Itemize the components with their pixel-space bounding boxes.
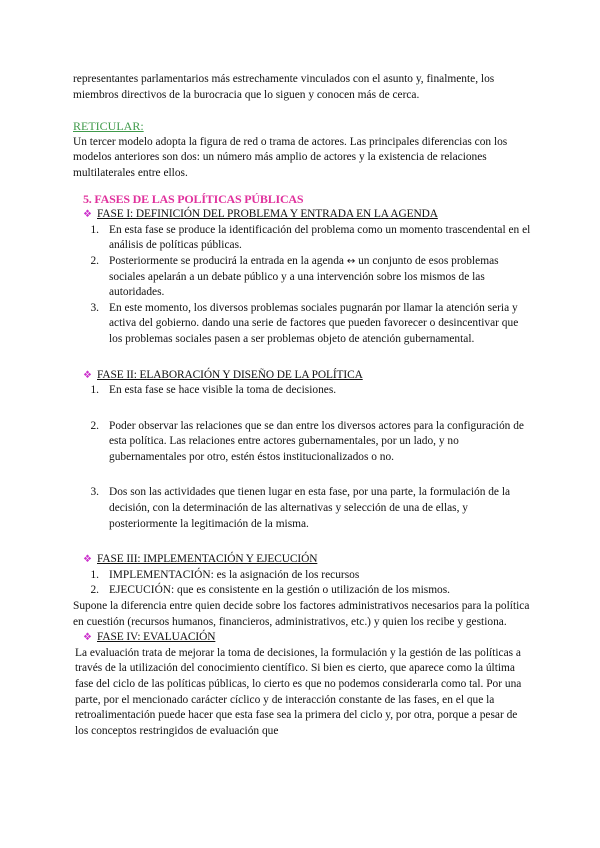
list-item-text: [109, 254, 533, 301]
diamond-bullet-icon: ❖: [83, 209, 92, 221]
list-item-text: En este momento, los diversos problemas sociales pugnarán por llamar la atención seria y activa del gobierno. dando una serie de factores que pueden favorecer o desincentivar que los problemas sociales pasen a ser problemas objeto de atención gubernamental.: [109, 301, 519, 345]
list-number: 2.: [90, 584, 99, 597]
list-number: 2.: [90, 254, 99, 267]
list-item-text: Dos son las actividades que tienen lugar en esta fase, por una parte, la formulación de la decisión, con la determinación de las alternativas y selección de una de ellas, y posteriormente la legitimación de la misma.: [109, 486, 511, 530]
list-item-text-before: Posteriormente se producirá la entrada en la agenda: [109, 254, 344, 267]
list-item: [73, 583, 533, 599]
list-item-text-after: un conjunto de esos problemas sociales apelarán a un debate público y a una intervención sobre los mismos de las autoridades.: [109, 254, 499, 299]
phase-1-heading: [83, 207, 533, 223]
phase-3-heading: [83, 552, 533, 568]
phase-3-note: Supone la diferencia entre quien decide sobre los factores administrativos necesarios para la política en cuestión (recursos humanos, financieros, administrativos, etc.) y quien los recibe y gestiona.: [73, 600, 530, 628]
intro-paragraph: representantes parlamentarios más estrechamente vinculados con el asunto y, finalmente, los miembros directivos de la burocracia que lo siguen y conocen más de cerca.: [73, 73, 495, 101]
phase-4-label: FASE IV: EVALUACIÓN: [97, 631, 216, 644]
list-item: [73, 301, 533, 348]
list-item-text: En esta fase se hace visible la toma de decisiones.: [109, 384, 337, 397]
list-item: [73, 568, 533, 584]
document-body: [73, 72, 533, 739]
list-number: 1.: [90, 384, 99, 397]
list-number: 1.: [90, 223, 99, 236]
reticular-heading: RETICULAR:: [73, 119, 144, 134]
reticular-body: Un tercer modelo adopta la figura de red o trama de actores. Las principales diferencias con los modelos anteriores son dos: un número más amplio de actores y la existencia de relaciones multilaterales entre ellos.: [73, 135, 508, 179]
phase-2-label: FASE II: ELABORACIÓN Y DISEÑO DE LA POLÍTICA: [97, 368, 363, 381]
phase-4-heading: [83, 630, 533, 646]
phase-1-label: FASE I: DEFINICIÓN DEL PROBLEMA Y ENTRADA EN LA AGENDA: [97, 208, 438, 221]
section-title: 5. FASES DE LAS POLÍTICAS PÚBLICAS: [83, 191, 304, 206]
phase-4-body: La evaluación trata de mejorar la toma de decisiones, la formulación y la gestión de las políticas a través de la utilización del conocimiento científico. Si bien es cierto, que aparece como la última fase del ciclo de las políticas públicas, lo cierto es que no podemos considerarla como tal. Por una parte, por el mencionado carácter cíclico y de interacción constante de las fases, en el que la retroalimentación puede hacer que esta fase sea la primera del ciclo y, por otra, porque a pesar de los conceptos restringidos de evaluación que: [75, 646, 522, 737]
phase-2-heading: [83, 368, 533, 384]
list-number: 3.: [90, 486, 99, 499]
list-item-text: En esta fase se produce la identificación del problema como un momento trascendental en el análisis de políticas públicas.: [109, 223, 531, 252]
list-number: 2.: [90, 419, 99, 432]
list-number: 1.: [90, 568, 99, 581]
list-item-text: IMPLEMENTACIÓN: es la asignación de los recursos: [109, 568, 360, 581]
list-item: [73, 254, 533, 301]
diamond-bullet-icon: ❖: [83, 554, 92, 566]
list-item: [73, 485, 533, 532]
double-arrow-icon: ↔: [346, 255, 356, 267]
phase-3-label: FASE III: IMPLEMENTACIÓN Y EJECUCIÓN: [97, 553, 318, 566]
diamond-bullet-icon: ❖: [83, 632, 92, 644]
list-item-text: Poder observar las relaciones que se dan entre los diversos actores para la configuración de esta política. Las relaciones entre actores gubernamentales, por un lado, y no gubernamentales por otro, estén éstos institucionalizados o no.: [109, 419, 524, 463]
list-number: 3.: [90, 301, 99, 314]
list-item: [73, 383, 533, 399]
list-item: [73, 223, 533, 254]
diamond-bullet-icon: ❖: [83, 369, 92, 381]
list-item: [73, 419, 533, 466]
list-item-text: EJECUCIÓN: que es consistente en la gestión o utilización de los mismos.: [109, 584, 451, 597]
